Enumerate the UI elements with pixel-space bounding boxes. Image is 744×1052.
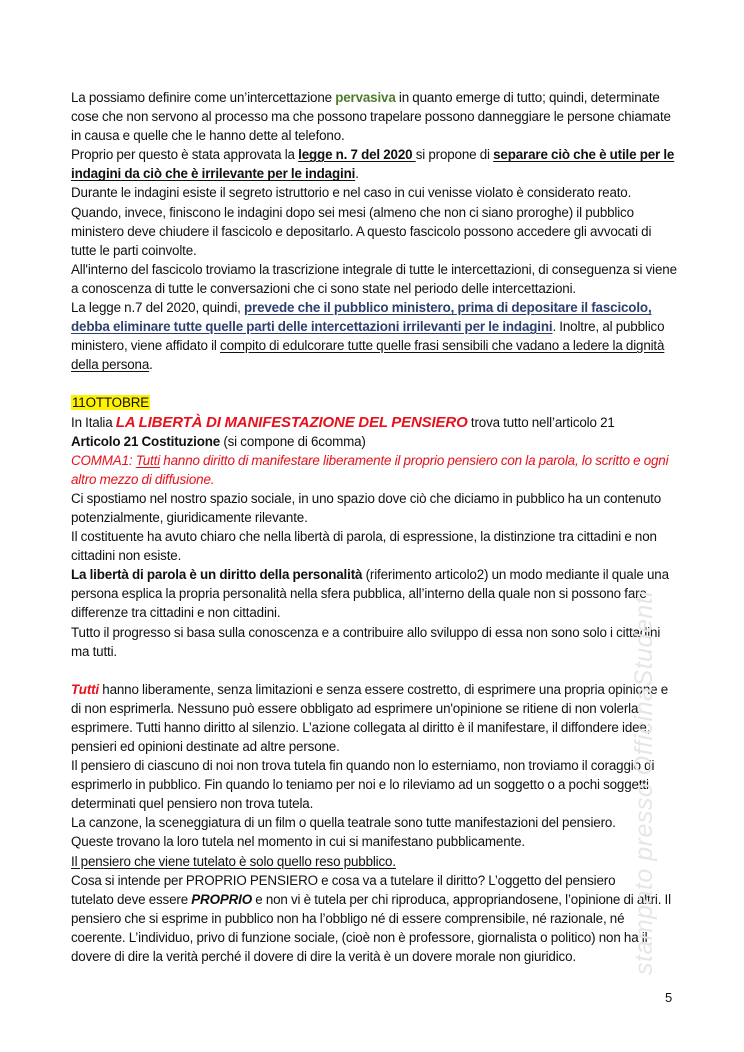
tutti-underline: Tutti <box>135 452 161 468</box>
paragraph-spazio-sociale: Ci spostiamo nel nostro spazio sociale, in uno spazio dove ciò che diciamo in pubblico ha un contenuto potenzialmente, giuridicamente rilevante. <box>71 490 661 525</box>
text: hanno diritto di manifestare liberamente il proprio pensiero con la parola, lo scritto e ogni altro mezzo di diffusione. <box>71 452 669 487</box>
watermark: stampato presso OfficinaStudenti <box>630 590 658 975</box>
paragraph-comma1 <box>71 451 677 489</box>
text: (si compone di 6comma) <box>220 433 366 449</box>
highlighted-date: 11OTTOBRE <box>72 395 150 411</box>
paragraph-costituente: Il costituente ha avuto chiaro che nella libertà di parola, di espressione, la distinzione tra cittadini e non cittadini non esiste. <box>71 529 657 564</box>
text: . <box>355 166 359 182</box>
text: si propone di <box>415 147 494 163</box>
tutti-emphasis: Tutti <box>71 681 100 697</box>
article-heading: Articolo 21 Costituzione <box>71 433 221 449</box>
paragraph-proprio <box>71 890 677 966</box>
paragraph-tutela-pubblica: Queste trovano la loro tutela nel momento in cui si manifestano pubblicamente. <box>71 834 525 850</box>
title-liberta-manifestazione: LA LIBERTÀ DI MANIFESTAZIONE DEL PENSIERO <box>115 413 468 431</box>
paragraph-fine-indagini: Quando, invece, finiscono le indagini dopo sei mesi (almeno che non ci siano proroghe) il pubblico ministero deve chiudere il fascicolo e depositarlo. A questo fascicolo possono accedere gli avvocati di tutte le parti coinvolte. <box>71 204 652 258</box>
paragraph-proprio-pensiero-question: Cosa si intende per PROPRIO PENSIERO e cosa va a tutelare il diritto? L’oggetto del pensiero <box>71 872 616 888</box>
paragraph-canzone: La canzone, la sceneggiatura di un film o quella teatrale sono tutte manifestazioni del pensiero. <box>71 815 616 831</box>
term-pervasiva: pervasiva <box>335 90 396 105</box>
paragraph-liberta-intro <box>71 413 677 432</box>
text: in quanto emerge di tutto; quindi, determinate cose che non servono al processo ma che possono trapelare possono danneggiare le persone chiamate in causa e quelle che le hanno dette al telefono. <box>71 90 671 144</box>
paragraph-pensiero-pubblico: Il pensiero che viene tutelato è solo quello reso pubblico. <box>71 853 396 869</box>
text: In Italia <box>71 414 116 430</box>
paragraph-tutti <box>71 680 677 756</box>
paragraph-progresso: Tutto il progresso si basa sulla conoscenza e a contribuire allo sviluppo di essa non sono solo i cittadini ma tutti. <box>71 624 661 659</box>
text: . Inoltre, al pubblico ministero, viene affidato il <box>71 319 665 354</box>
text: e non vi è tutela per chi riproduca, appropriandosene, l’opinione di altri. Il pensiero che si esprime in pubblico non ha l’obbligo né di essere comprensibile, né razionale, né coerente. L’individuo, privo di funzione sociale, (cioè non è professore, giornalista o politico) non ha il dovere di dire la verità perché il dovere di dire la verità è un dovere morale non giuridico. <box>71 891 671 965</box>
document-page <box>71 88 677 966</box>
paragraph-pervasiva <box>71 88 677 145</box>
law-reference: legge n. 7 del 2020 <box>298 147 416 163</box>
text: Proprio per questo è stata approvata la <box>71 147 299 163</box>
paragraph-fascicolo: All'interno del fascicolo troviamo la trascrizione integrale di tutte le intercettazioni, di conseguenza si viene a conoscenza di tutte le conversazioni che ci sono state nel periodo delle intercettazioni. <box>71 261 677 296</box>
text: La possiamo definire come un’intercettazione <box>71 90 336 105</box>
task-underline: compito di edulcorare tutte quelle frasi sensibili che vadano a ledere la dignità della persona <box>71 338 665 373</box>
paragraph-legge-7-2020 <box>71 145 677 183</box>
date-heading <box>71 393 677 412</box>
page-number: 5 <box>665 990 673 1005</box>
proprio-emphasis: PROPRIO <box>191 891 252 907</box>
paragraph-segreto: Durante le indagini esiste il segreto istruttorio e nel caso in cui venisse violato è considerato reato. <box>71 185 632 201</box>
text: trova tutto nell’articolo 21 <box>467 414 615 430</box>
text: hanno liberamente, senza limitazioni e senza essere costretto, di esprimere una propria opinione e di non esprimerla. Nessuno può essere obbligato ad esprimere un'opinione se ritiene di non volerla esprimere. Tutti hanno diritto al silenzio. L’azione collegata al diritto è il manifestare, il diffondere idee, pensieri ed opinioni destinate ad altre persone. <box>71 681 668 754</box>
spacer <box>71 661 677 680</box>
text: . <box>149 357 153 373</box>
text: tutelato deve essere <box>71 891 192 907</box>
bold-statement: La libertà di parola è un diritto della personalità <box>71 567 363 583</box>
paragraph-diritto-personalita <box>71 565 677 622</box>
paragraph-articolo-21 <box>71 432 677 451</box>
text: COMMA1: <box>71 452 136 468</box>
purpose-emphasis: separare ciò che è utile per le indagini da ciò che è irrilevante per le indagini <box>71 147 675 182</box>
text: La legge n.7 del 2020, quindi, <box>71 300 244 316</box>
text: (riferimento articolo2) un modo mediante il quale una persona esplica la propria personalità nella sfera pubblica, all’interno della quale non si possono fare differenze tra cittadini e non cittadini. <box>71 567 669 621</box>
paragraph-tutela-pensiero: Il pensiero di ciascuno di noi non trova tutela fin quando non lo esterniamo, non troviamo il coraggio di esprimerlo in pubblico. Fin quando lo teniamo per noi e lo rileviamo ad un soggetto o a pochi soggetti determinati quel pensiero non trova tutela. <box>71 758 655 812</box>
paragraph-legge-prevede <box>71 298 677 374</box>
law-provision-emphasis: prevede che il pubblico ministero, prima di depositare il fascicolo, debba eliminare tutte quelle parti delle intercettazioni irrilevanti per le indagini <box>71 300 652 335</box>
spacer <box>71 374 677 393</box>
